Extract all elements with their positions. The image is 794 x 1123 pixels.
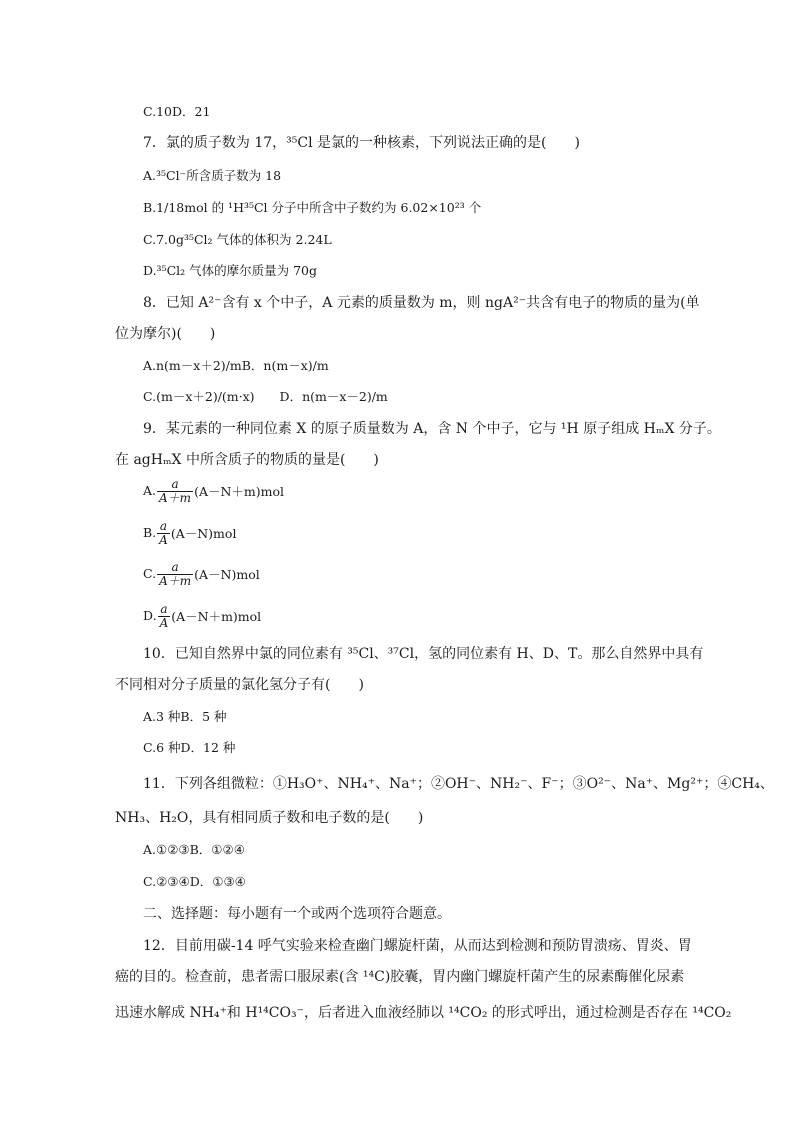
q10-options-cd: C.6 种D．12 种 [143,740,236,755]
q9-option-d-denominator: A [159,616,169,630]
q8-options-ab: A.n(m－x＋2)/mB．n(m－x)/m [143,358,329,373]
q11-options-ab: A.①②③B．①②④ [143,842,245,857]
q7-option-d: D.³⁵Cl₂ 气体的摩尔质量为 70g [143,263,317,278]
q9-option-a-expression: (A－N＋m)mol [194,483,285,499]
q9-option-c-fraction [157,561,193,588]
q9-option-d-letter: D. [143,608,157,623]
q9-option-a-fraction [157,478,193,505]
q9-option-c-denominator: A＋m [159,574,192,588]
q9-option-b-expression: (A－N)mol [170,525,237,541]
q10-stem-line-2: 不同相对分子质量的氯化氢分子有( ) [115,677,364,693]
q11-stem-line-2: NH₃、H₂O，具有相同质子数和电子数的是( ) [115,810,424,826]
q9-option-b-numerator: a [159,519,168,533]
q9-option-d-expression: (A－N＋m)mol [171,608,262,624]
q9-option-c-letter: C. [143,566,157,581]
q6-options-cd: C.10D．21 [143,104,211,119]
section-2-heading: 二、选择题：每小题有一个或两个选项符合题意。 [143,906,451,922]
q9-option-b-denominator: A [159,533,168,547]
q7-option-b: B.1/18mol 的 ¹H³⁵Cl 分子中所含中子数约为 6.02×10²³ 个 [143,200,482,215]
q9-option-b [143,520,236,547]
q9-option-c-expression: (A－N)mol [194,566,260,582]
q10-options-ab: A.3 种B．5 种 [143,709,227,724]
q12-line-1: 12．目前用碳-14 呼气实验来检查幽门螺旋杆菌，从而达到检测和预防胃溃疡、胃炎、胃 [143,938,692,954]
q12-line-3: 迅速水解成 NH₄⁺和 H¹⁴CO₃⁻，后者进入血液经肺以 ¹⁴CO₂ 的形式呼出，通过检测是否存在 ¹⁴CO₂ [115,1005,732,1021]
q9-option-a-denominator: A＋m [159,491,192,505]
q9-option-b-letter: B. [143,525,157,540]
q11-stem-line-1: 11．下列各组微粒：①H₃O⁺、NH₄⁺、Na⁺；②OH⁻、NH₂⁻、F⁻；③O²⁻、Na⁺、Mg²⁺；④CH₄、 [143,776,774,792]
q9-stem-line-2: 在 agHₘX 中所含质子的物质的量是( ) [115,452,379,468]
q12-line-2: 癌的目的。检查前，患者需口服尿素(含 ¹⁴C)胶囊，胃内幽门螺旋杆菌产生的尿素酶催化尿素 [115,969,685,985]
q9-option-d-fraction [158,603,171,630]
q9-stem-line-1: 9．某元素的一种同位素 X 的原子质量数为 A，含 N 个中子，它与 ¹H 原子组成 HₘX 分子。 [143,421,721,437]
q9-option-d [143,603,261,630]
q7-option-a: A.³⁵Cl⁻所含质子数为 18 [143,168,282,183]
q7-stem: 7．氯的质子数为 17，³⁵Cl 是氯的一种核素，下列说法正确的是( ) [143,135,580,151]
q11-options-cd: C.②③④D．①③④ [143,874,246,889]
q9-option-a-letter: A. [143,483,157,498]
q9-option-a [143,478,284,505]
q7-option-c: C.7.0g³⁵Cl₂ 气体的体积为 2.24L [143,232,332,247]
q9-option-c-numerator: a [171,560,179,574]
q9-option-c [143,561,260,588]
q9-option-a-numerator: a [171,477,179,491]
q8-stem-line-2: 位为摩尔)( ) [115,326,216,342]
q9-option-b-fraction [157,520,170,547]
q8-options-cd: C.(m－x＋2)/(m·x) D．n(m－x－2)/m [143,389,388,404]
q9-option-d-numerator: a [160,602,168,616]
q10-stem-line-1: 10．已知自然界中氯的同位素有 ³⁵Cl、³⁷Cl，氢的同位素有 H、D、T。那么自然界中具有 [143,646,704,662]
q8-stem-line-1: 8．已知 A²⁻含有 x 个中子，A 元素的质量数为 m，则 ngA²⁻共含有电子的物质的量为(单 [143,295,700,311]
